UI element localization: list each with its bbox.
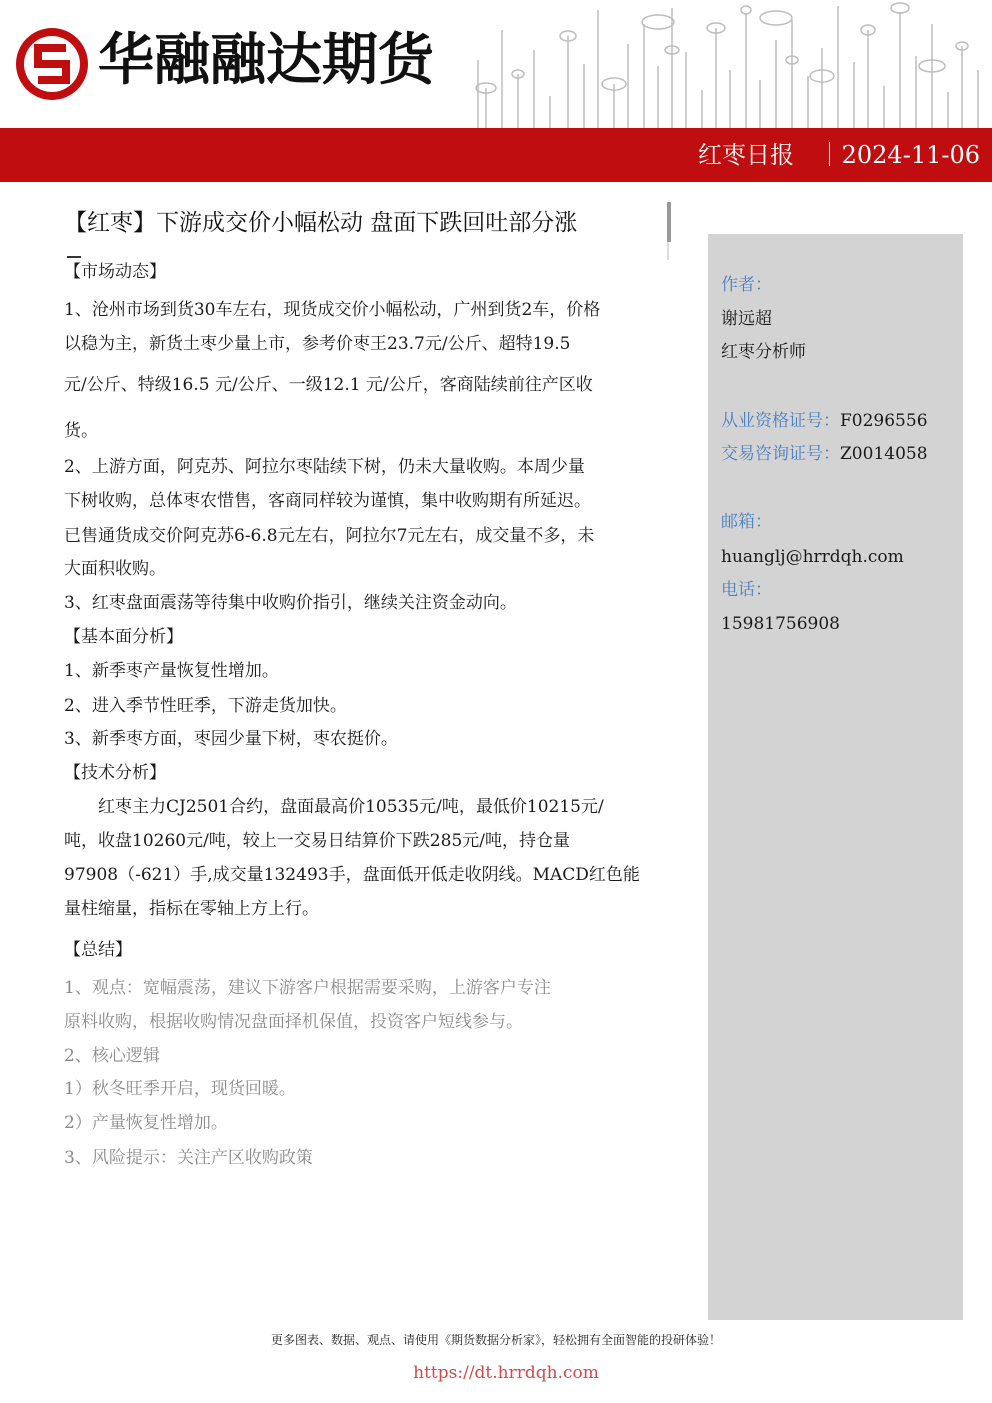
scroll-indicator xyxy=(667,202,671,242)
page-header xyxy=(0,0,992,128)
paragraph-line: 下树收购，总体枣农惜售，客商同样较为谨慎，集中收购期有所延迟。 xyxy=(64,491,591,511)
paragraph-line: 货。 xyxy=(64,421,98,441)
paragraph-line: 3、新季枣方面，枣园少量下树，枣农挺价。 xyxy=(64,729,398,749)
article-headline: 【红枣】下游成交价小幅松动 盘面下跌回吐部分涨 xyxy=(64,210,578,236)
text-cursor-mark xyxy=(67,256,81,258)
paragraph-line: 大面积收购。 xyxy=(64,559,166,579)
paragraph-line: 2）产量恢复性增加。 xyxy=(64,1113,228,1133)
paragraph-line: 以稳为主，新货土枣少量上市，参考价枣王23.7元/公斤、超特19.5 xyxy=(64,334,571,354)
paragraph-line: 3、风险提示：关注产区收购政策 xyxy=(64,1148,313,1168)
paragraph-line: 1）秋冬旺季开启，现货回暖。 xyxy=(64,1079,296,1099)
paragraph-line: 红枣主力CJ2501合约，盘面最高价10535元/吨，最低价10215元/ xyxy=(64,797,604,817)
paragraph-line: 2、进入季节性旺季，下游走货加快。 xyxy=(64,696,347,716)
paragraph-line: 吨，收盘10260元/吨，较上一交易日结算价下跌285元/吨，持仓量 xyxy=(64,831,570,851)
phone-label: 电话： xyxy=(721,580,772,600)
consult-number: Z0014058 xyxy=(840,444,928,464)
title-separator xyxy=(829,142,830,166)
company-logo-icon xyxy=(12,24,92,104)
qualification-number: F0296556 xyxy=(840,411,928,431)
paragraph-line: 1、新季枣产量恢复性增加。 xyxy=(64,661,279,681)
author-sidebar xyxy=(708,234,963,1320)
email-label: 邮箱： xyxy=(721,512,772,532)
company-name: 华融融达期货 xyxy=(98,28,434,93)
author-label: 作者： xyxy=(721,275,772,295)
consult-row xyxy=(721,442,928,466)
report-type: 红枣日报 xyxy=(698,141,794,169)
section-title-fundamentals: 【基本面分析】 xyxy=(64,627,183,647)
footer-note: 更多图表、数据、观点、请使用《期货数据分析家》，轻松拥有全面智能的投研体验！ xyxy=(270,1333,721,1347)
paragraph-line: 1、沧州市场到货30车左右，现货成交价小幅松动，广州到货2车，价格 xyxy=(64,300,601,320)
paragraph-line: 3、红枣盘面震荡等待集中收购价指引，继续关注资金动向。 xyxy=(64,593,517,613)
paragraph-line: 2、上游方面，阿克苏、阿拉尔枣陆续下树，仍未大量收购。本周少量 xyxy=(64,457,585,477)
email-address[interactable]: huanglj@hrrdqh.com xyxy=(721,547,904,567)
section-title-technical: 【技术分析】 xyxy=(64,763,166,783)
paragraph-line: 97908（-621）手,成交量132493手，盘面低开低走收阴线。MACD红色能 xyxy=(64,865,640,885)
paragraph-line: 2、核心逻辑 xyxy=(64,1046,160,1066)
consult-label: 交易咨询证号： xyxy=(721,444,840,464)
scroll-track xyxy=(667,242,669,260)
author-title: 红枣分析师 xyxy=(721,342,806,362)
paragraph-line: 元/公斤、特级16.5 元/公斤、一级12.1 元/公斤，客商陆续前往产区收 xyxy=(64,375,593,395)
qualification-row xyxy=(721,409,928,433)
phone-number: 15981756908 xyxy=(721,614,840,634)
paragraph-line: 量柱缩量，指标在零轴上方上行。 xyxy=(64,899,319,919)
paragraph-line: 1、观点：宽幅震荡，建议下游客户根据需要采购，上游客户专注 xyxy=(64,978,551,998)
paragraph-line: 已售通货成交价阿克苏6-6.8元左右，阿拉尔7元左右，成交量不多，未 xyxy=(64,526,595,546)
section-title-market: 【市场动态】 xyxy=(64,262,166,282)
footer-link[interactable]: https://dt.hrrdqh.com xyxy=(413,1363,599,1383)
decorative-lines-graphic xyxy=(458,0,992,128)
author-name: 谢远超 xyxy=(721,309,772,329)
section-title-summary: 【总结】 xyxy=(64,940,132,960)
qualification-label: 从业资格证号： xyxy=(721,411,840,431)
report-date: 2024-11-06 xyxy=(841,141,980,169)
paragraph-line: 原料收购，根据收购情况盘面择机保值，投资客户短线参与。 xyxy=(64,1012,523,1032)
